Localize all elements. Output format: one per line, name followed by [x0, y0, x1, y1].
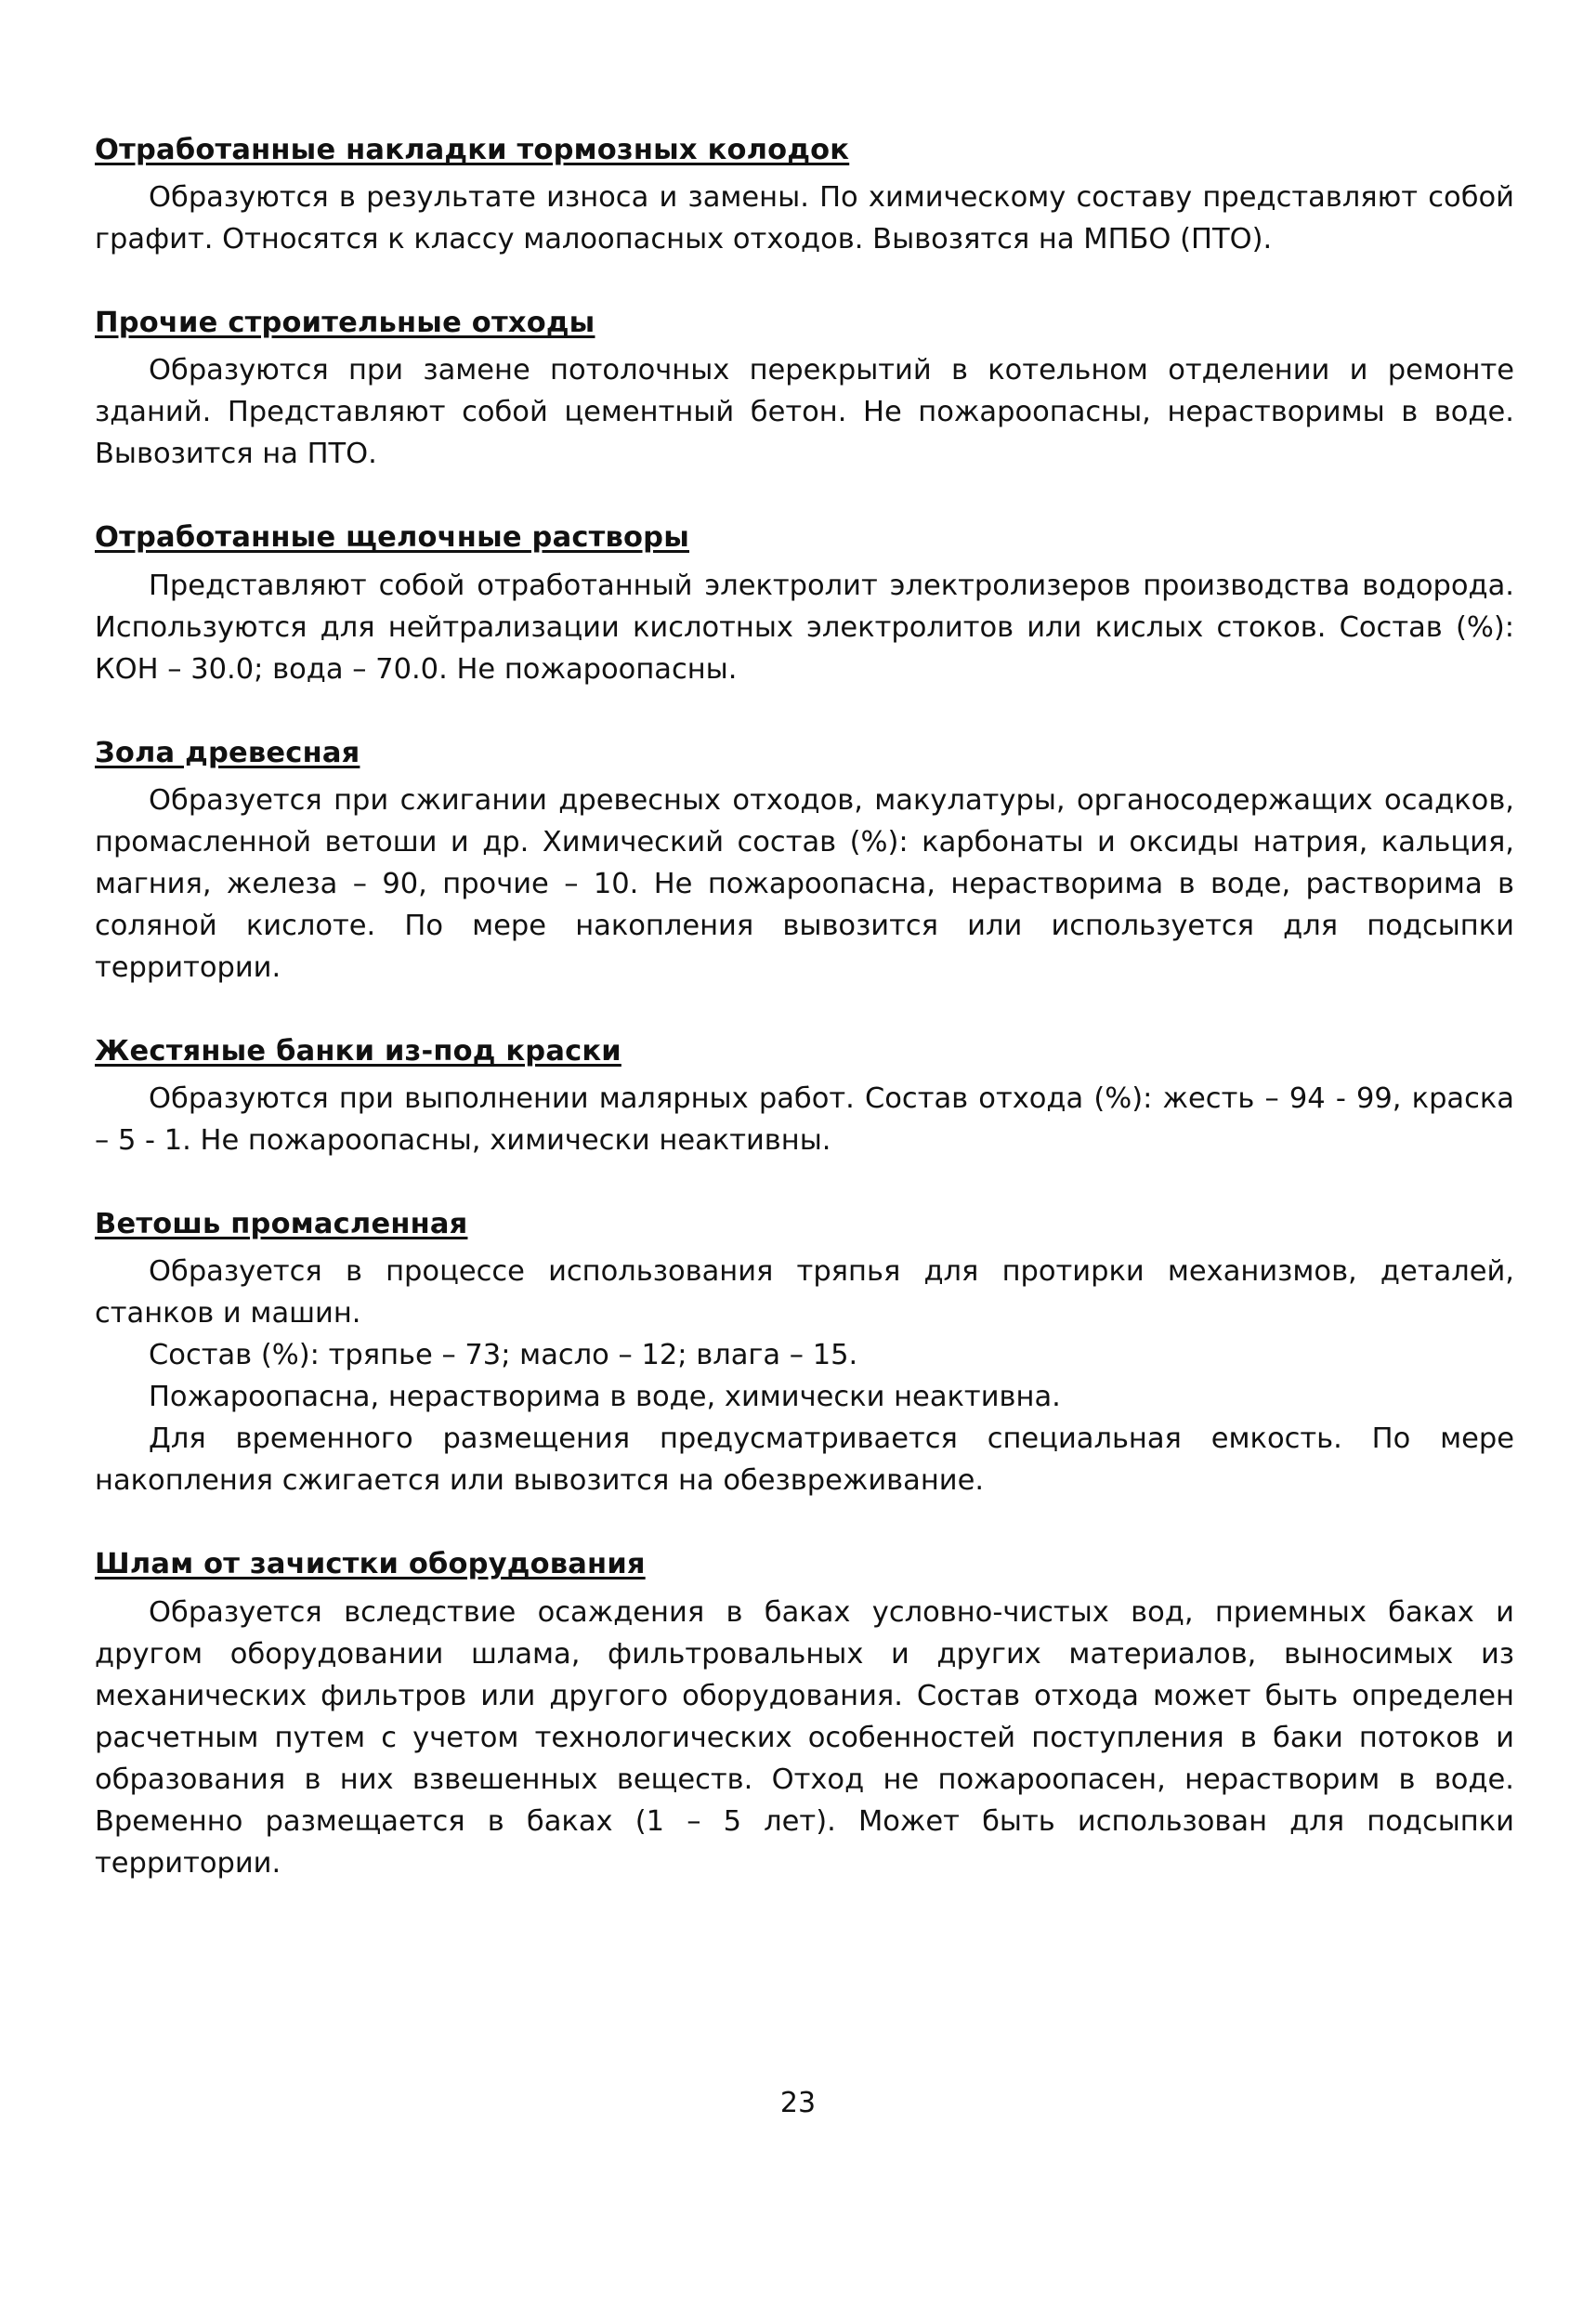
- section-title: Отработанные накладки тормозных колодок: [95, 134, 850, 166]
- paragraph: Состав (%): тряпье – 73; масло – 12; влага – 15.: [149, 1339, 858, 1372]
- paragraph: Образуются при замене потолочных перекрытий в котельном отделении и ремонте зданий. Представляют собой цементный бетон. Не пожароопасны, нерастворимы в воде. Вывозится на ПТО.: [95, 354, 1514, 471]
- section-oily-rags: [95, 1204, 1514, 1501]
- section-title: Зола древесная: [95, 736, 360, 769]
- section-title: Жестяные банки из-под краски: [95, 1034, 621, 1068]
- paragraph: Образуется при сжигании древесных отходов, макулатуры, органосодержащих осадков, промасленной ветоши и др. Химический состав (%): карбонаты и оксиды натрия, кальция, магния, железа – 90, прочие – 10. Не пожароопасна, нерастворима в воде, растворима в соляной кислоте. По мере накопления вывозится или используется для подсыпки территории.: [95, 783, 1514, 984]
- section-wood-ash: [95, 733, 1514, 989]
- paragraph: Образуется вследствие осаждения в баках условно-чистых вод, приемных баках и другом оборудовании шлама, фильтровальных и других материалов, выносимых из механических фильтров или другого оборудования. Состав отхода может быть определен расчетным путем с учетом технологических особенностей поступления в баки потоков и образования в них взвешенных веществ. Отход не пожароопасен, нерастворим в воде. Временно размещается в баках (1 – 5 лет). Может быть использован для подсыпки территории.: [95, 1595, 1514, 1880]
- document-page: [95, 130, 1514, 1927]
- paragraph: Представляют собой отработанный электролит электролизеров производства водорода. Используются для нейтрализации кислотных электролитов или кислых стоков. Состав (%): КОН – 30.0; вода – 70.0. Не пожароопасны.: [95, 569, 1514, 686]
- paragraph: Для временного размещения предусматривается специальная емкость. По мере накопления сжигается или вывозится на обезвреживание.: [95, 1422, 1514, 1498]
- section-title: Ветошь промасленная: [95, 1208, 468, 1241]
- section-title: Шлам от зачистки оборудования: [95, 1548, 646, 1581]
- paragraph: Образуются при выполнении малярных работ. Состав отхода (%): жесть – 94 - 99, краска – 5 - 1. Не пожароопасны, химически неактивны.: [95, 1082, 1514, 1158]
- section-equipment-sludge: [95, 1544, 1514, 1883]
- section-title: Отработанные щелочные растворы: [95, 521, 689, 555]
- paragraph: Пожароопасна, нерастворима в воде, химически неактивна.: [149, 1381, 1061, 1414]
- page-number: 23: [779, 2087, 817, 2119]
- section-construction-waste: [95, 303, 1514, 475]
- paragraph: Образуются в результате износа и замены. По химическому составу представляют собой графит. Относятся к классу малоопасных отходов. Вывозятся на МПБО (ПТО).: [95, 181, 1514, 256]
- paragraph: Образуется в процессе использования тряпья для протирки механизмов, деталей, станков и машин.: [95, 1255, 1514, 1330]
- section-brake-pads: [95, 130, 1514, 260]
- section-title: Прочие строительные отходы: [95, 307, 595, 340]
- section-alkaline-solutions: [95, 518, 1514, 689]
- section-paint-cans: [95, 1031, 1514, 1161]
